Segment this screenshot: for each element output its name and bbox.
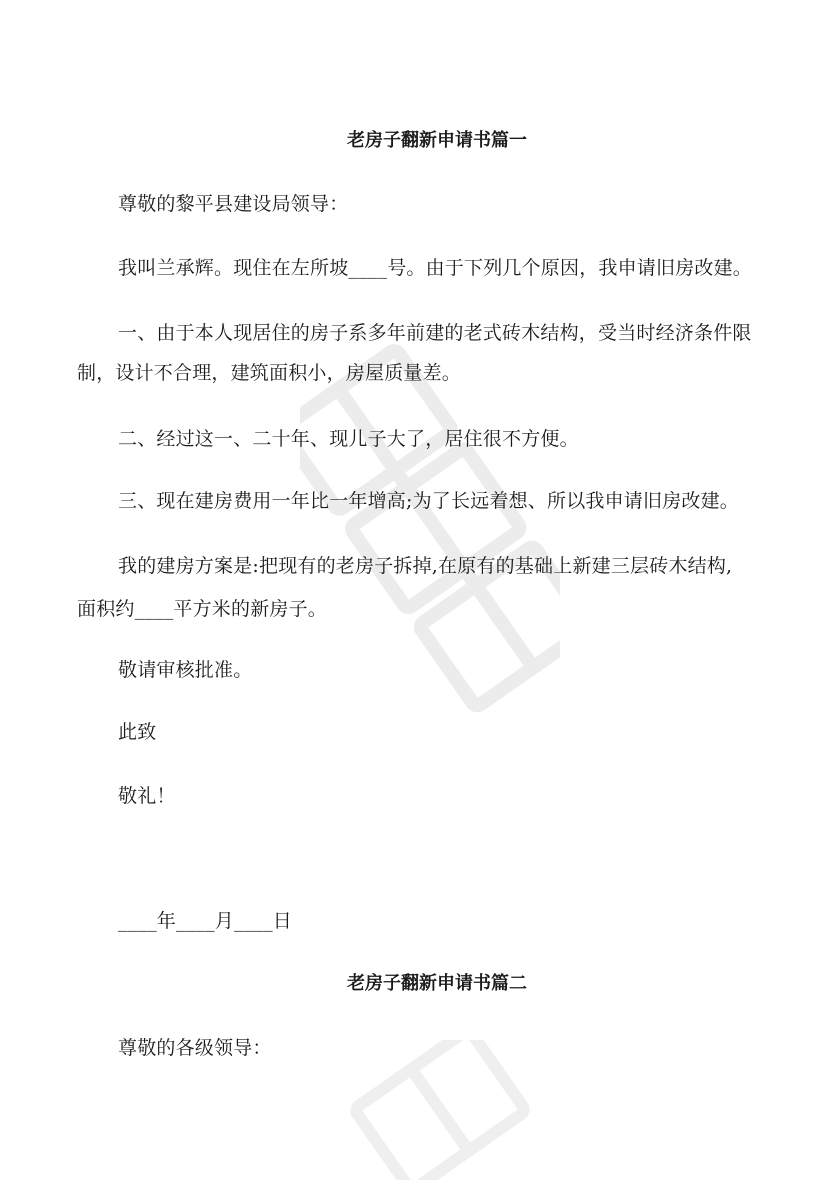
section1-request: 敬请审核批准。 [118,659,253,681]
section1-reason1-line2: 制，设计不合理，建筑面积小，房屋质量差。 [77,362,462,384]
section2-title: 老房子翻新申请书篇二 [347,973,527,994]
section1-plan-line2: 面积约____平方米的新房子。 [77,598,328,620]
section1-salutation: 尊敬的黎平县建设局领导： [118,193,349,215]
section2-salutation: 尊敬的各级领导： [118,1037,272,1059]
section1-closing2: 敬礼！ [118,785,176,807]
section1-plan-line1: 我的建房方案是:把现有的老房子拆掉,在原有的基础上新建三层砖木结构, [118,555,733,577]
section1-title: 老房子翻新申请书篇一 [347,130,527,151]
section1-reason1-line1: 一、由于本人现居住的房子系多年前建的老式砖木结构，受当时经济条件限 [118,322,752,344]
section1-closing1: 此致 [118,721,157,743]
section1-reason3: 三、现在建房费用一年比一年增高;为了长远着想、所以我申请旧房改建。 [118,490,740,512]
section1-date: ____年____月____日 [118,910,293,932]
section1-intro: 我叫兰承辉。现住在左所坡____号。由于下列几个原因，我申请旧房改建。 [118,257,753,279]
watermark-graphic-bottom [330,1040,550,1180]
section1-reason2: 二、经过这一、二十年、现儿子大了，居住很不方便。 [118,428,579,450]
